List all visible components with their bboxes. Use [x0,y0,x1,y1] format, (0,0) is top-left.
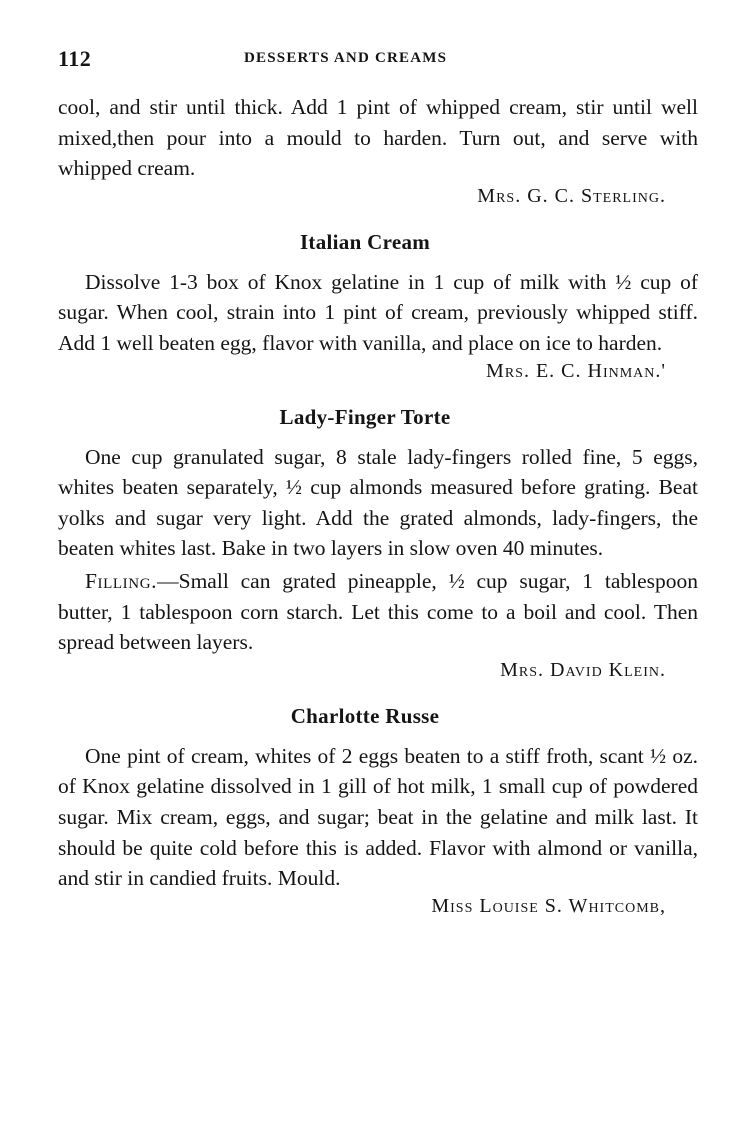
signature-text: Mrs. G. C. Sterling. [477,184,666,207]
recipe-title: Italian Cream [299,229,431,254]
signature [58,892,698,920]
running-head [58,42,698,82]
book-page [58,42,698,920]
signature-text: Mrs. David Klein. [500,658,666,681]
signature-text: Miss Louise S. Whitcomb, [431,894,666,917]
continuation-paragraph: cool, and stir until thick. Add 1 pint of whipped cream, stir until well mixed,then pour into a mould to harden. Turn out, and serve with whipped cream. [58,95,698,181]
recipe-title: Charlotte Russe [290,703,440,728]
page-number: 112 [58,46,92,71]
signature [58,182,698,210]
recipe-paragraph: Dissolve 1-3 box of Knox gelatine in 1 cup of milk with ½ cup of sugar. When cool, strain into 1 pint of cream, previously whipped stiff. Add 1 well beaten egg, flavor with vanilla, and place on ice to harden. [58,269,698,355]
section-title: DESSERTS AND CREAMS [244,50,448,66]
signature-text: Mrs. E. C. Hinman.' [486,359,666,382]
recipe-title: Lady-Finger Torte [279,404,451,429]
signature [58,357,698,385]
recipe-paragraph: One pint of cream, whites of 2 eggs beaten to a stiff froth, scant ½ oz. of Knox gelatine dissolved in 1 gill of hot milk, 1 small cup of powdered sugar. Mix cream, eggs, and sugar; beat in the gelatine and milk last. It should be quite cold before this is added. Flavor with almond or vanilla, and stir in candied fruits. Mould. [58,743,698,891]
filling-label: Filling. [85,568,158,593]
recipe-paragraph: One cup granulated sugar, 8 stale lady-fingers rolled fine, 5 eggs, whites beaten separately, ½ cup almonds measured before grating. Beat yolks and sugar very light. Add the grated almonds, lady-fingers, the beaten whites last. Bake in two layers in slow oven 40 minutes. [58,444,698,561]
filling-paragraph [58,566,698,658]
signature [58,656,698,684]
filling-text: —Small can grated pineapple, ½ cup sugar, 1 tablespoon butter, 1 tablespoon corn starch. Let this come to a boil and cool. Then spread between layers. [58,568,698,655]
